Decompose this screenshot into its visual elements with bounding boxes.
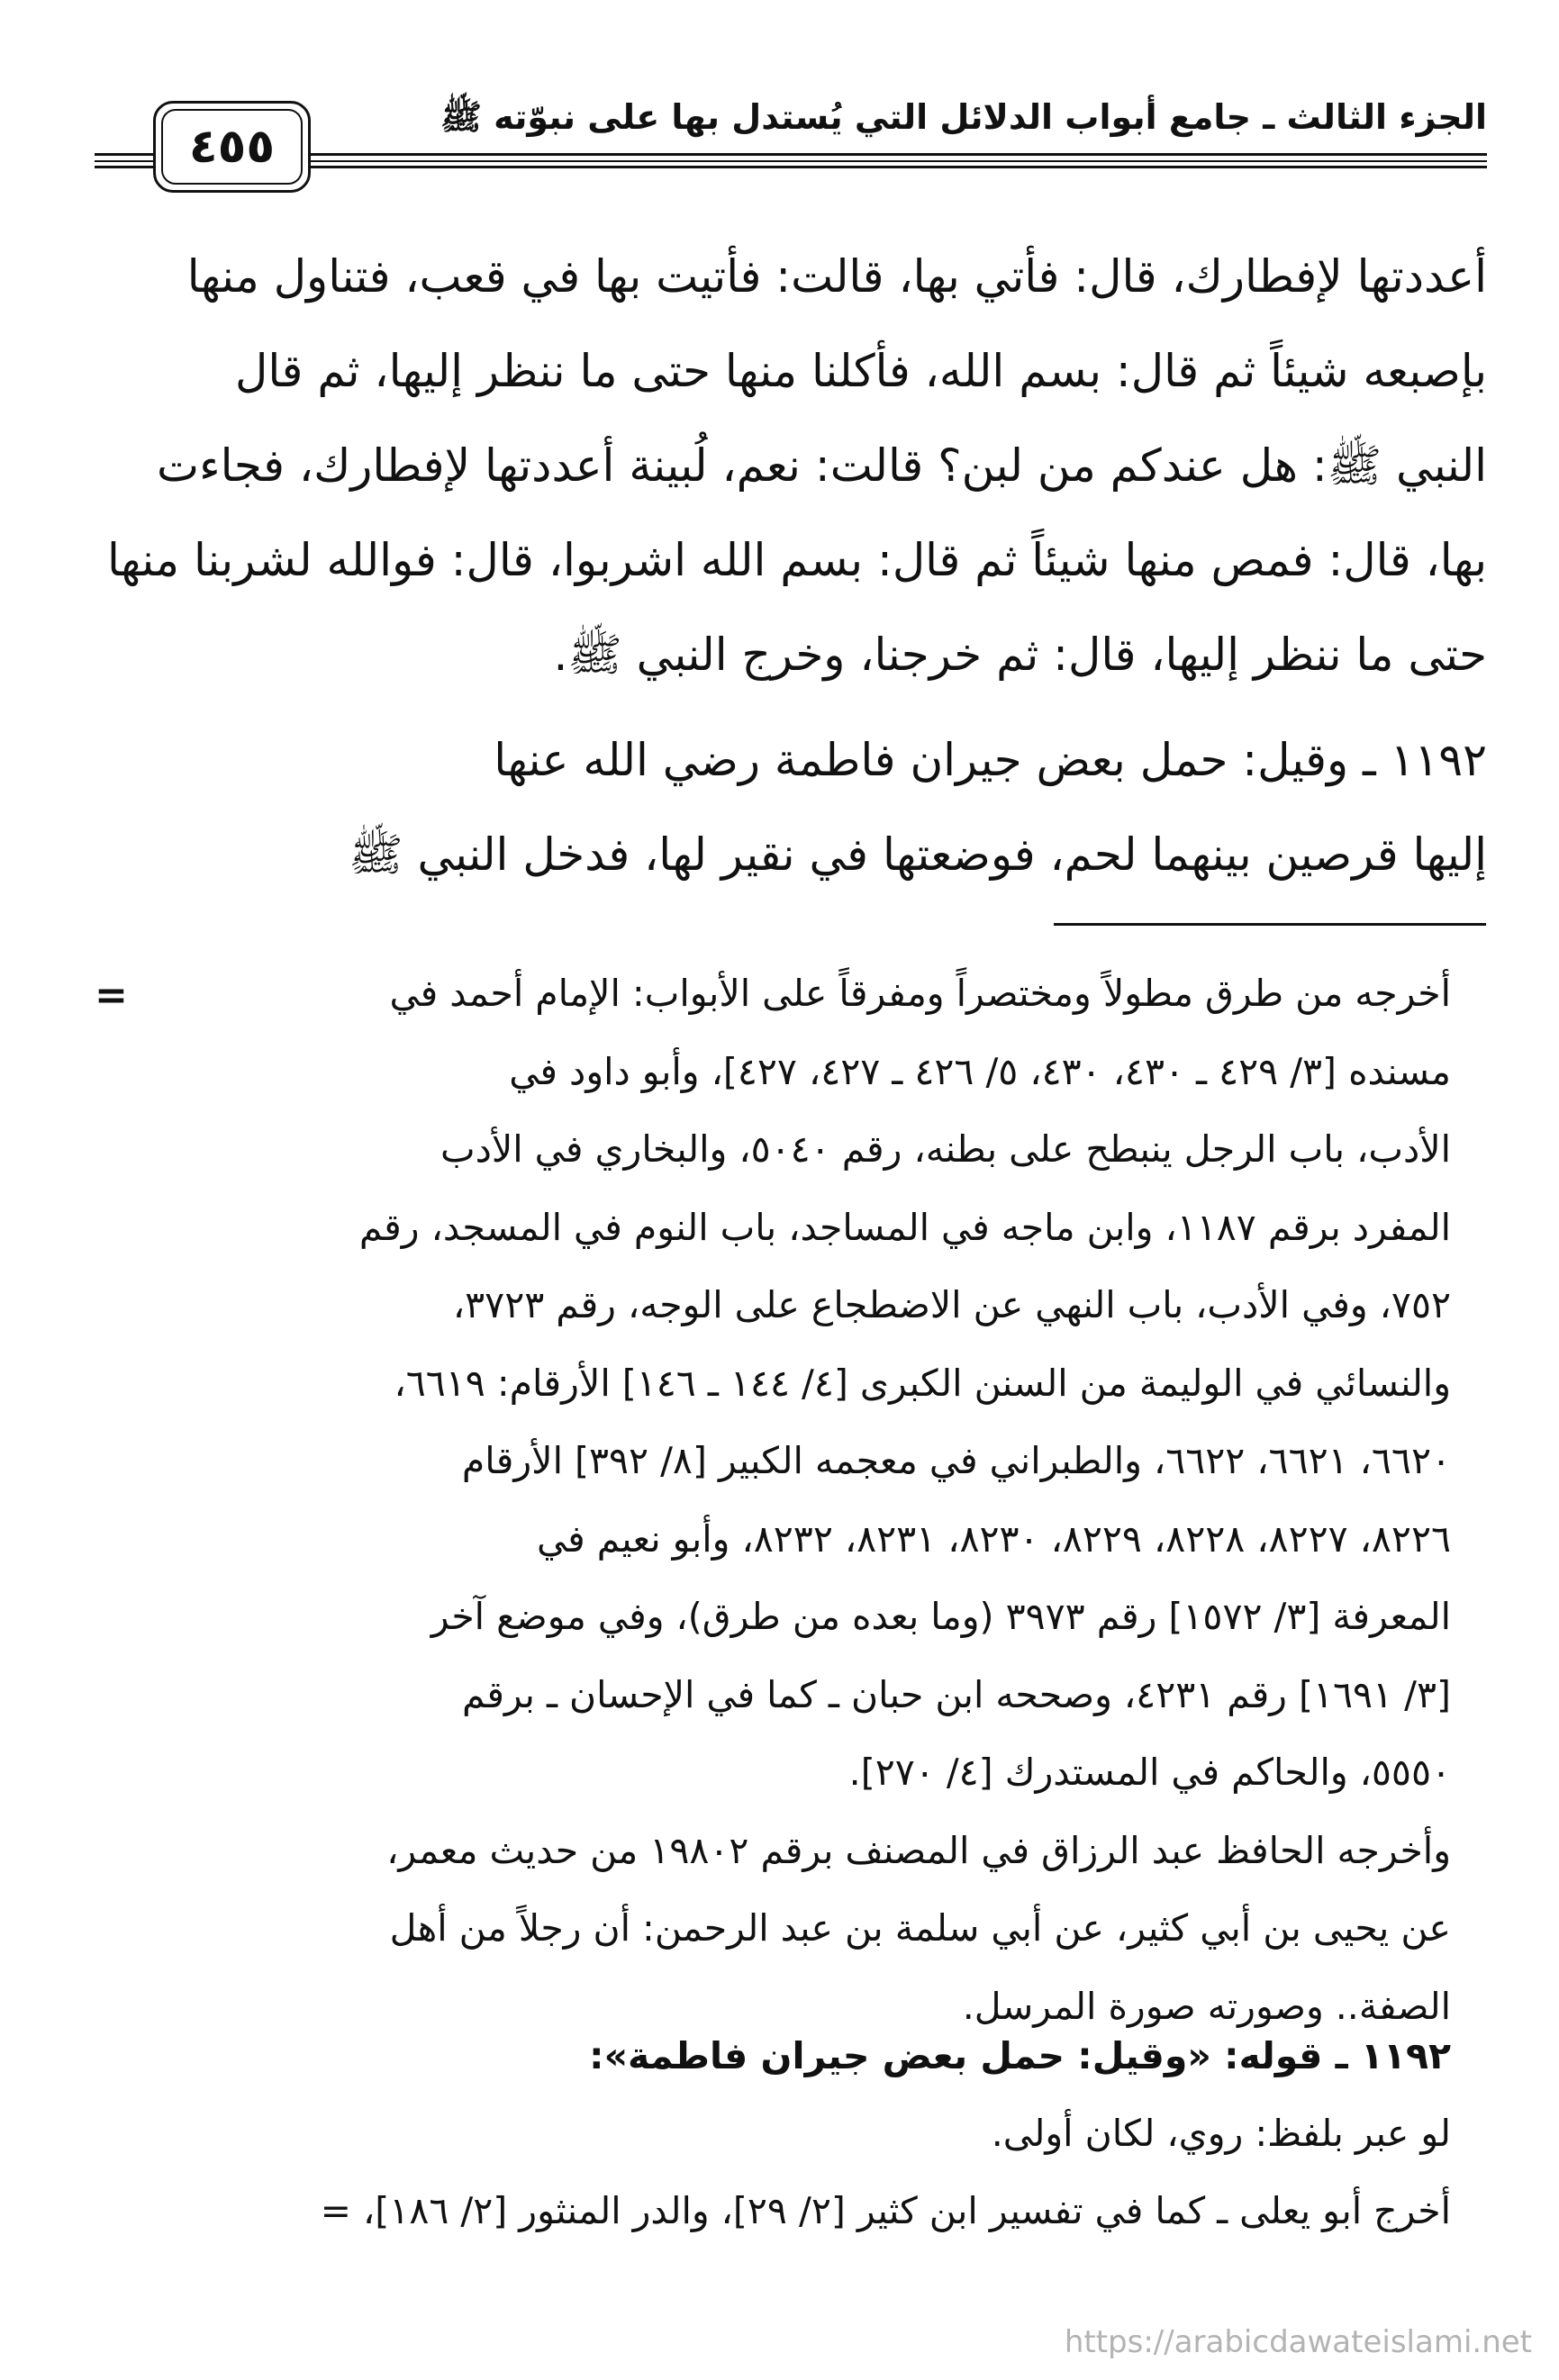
page-number-frame: [153, 101, 311, 193]
footnote-line: أخرجه من طرق مطولاً ومختصراً ومفرقاً على الأبواب: الإمام أحمد في: [389, 972, 1451, 1015]
footnote-line: عن يحيى بن أبي كثير، عن أبي سلمة بن عبد الرحمن: أن رجلاً من أهل: [389, 1906, 1451, 1950]
footnote-line: ٥٥٥٠، والحاكم في المستدرك [٤/ ٢٧٠].: [848, 1751, 1451, 1794]
footnote-line: والنسائي في الوليمة من السنن الكبرى [٤/ ١٤٤ ـ ١٤٦] الأرقام: ٦٦١٩،: [394, 1361, 1451, 1405]
footnote-line: المفرد برقم ١١٨٧، وابن ماجه في المساجد، باب النوم في المسجد، رقم: [358, 1205, 1451, 1249]
watermark-url: https://arabicdawateislami.net: [1064, 2324, 1532, 2360]
footnote-line: ٨٢٢٦، ٨٢٢٧، ٨٢٢٨، ٨٢٢٩، ٨٢٣٠، ٨٢٣١، ٨٢٣٢، وأبو نعيم في: [537, 1516, 1451, 1561]
commentary-line: أخرج أبو يعلى ـ كما في تفسير ابن كثير [٢/ ٢٩]، والدر المنثور [٢/ ١٨٦]، =: [320, 2189, 1451, 2232]
footnote-line: [٣/ ١٦٩١] رقم ٤٢٣١، وصححه ابن حبان ـ كما في الإحسان ـ برقم: [462, 1672, 1451, 1716]
footnote-line: ٧٥٢، وفي الأدب، باب النهي عن الاضطجاع على الوجه، رقم ٣٧٢٣،: [452, 1283, 1451, 1326]
main-line: بها، قال: فمص منها شيئاً ثم قال: بسم الله اشربوا، قال: فوالله لشربنا منها: [106, 534, 1487, 586]
main-line: أعددتها لإفطارك، قال: فأتي بها، قالت: فأتيت بها في قعب، فتناول منها: [186, 250, 1487, 303]
footnote-line: الصفة.. وصورته صورة المرسل.: [962, 1984, 1451, 2028]
commentary: [108, 2017, 1451, 2249]
page-number: ٤٥٥: [161, 109, 303, 185]
main-line: ١١٩٢ ـ وقيل: حمل بعض جيران فاطمة رضي الله عنها: [494, 734, 1487, 786]
commentary-heading: ١١٩٢ ـ قوله: «وقيل: حمل بعض جيران فاطمة»:: [589, 2034, 1451, 2077]
footnotes: [108, 955, 1451, 2045]
main-line: النبي ﷺ: هل عندكم من لبن؟ قالت: نعم، لُبينة أعددتها لإفطارك، فجاءت: [157, 439, 1487, 492]
footnote-line: وأخرجه الحافظ عبد الرزاق في المصنف برقم ١٩٨٠٢ من حديث معمر،: [386, 1828, 1451, 1872]
running-header: الجزء الثالث ـ جامع أبواب الدلائل التي يُستدل بها على نبوّته ﷺ: [440, 97, 1487, 137]
footnote-line: الأدب، باب الرجل ينبطح على بطنه، رقم ٥٠٤٠، والبخاري في الأدب: [440, 1127, 1451, 1171]
main-text: [108, 230, 1487, 902]
main-line: حتى ما ننظر إليها، قال: ثم خرجنا، وخرج النبي ﷺ.: [553, 629, 1487, 681]
footnote-line: ٦٦٢٠، ٦٦٢١، ٦٦٢٢، والطبراني في معجمه الكبير [٨/ ٣٩٢] الأرقام: [461, 1439, 1451, 1482]
main-line: إليها قرصين بينهما لحم، فوضعتها في نقير لها، فدخل النبي ﷺ: [349, 828, 1487, 881]
footnote-line: مسنده [٣/ ٤٢٩ ـ ٤٣٠، ٤٣٠، ٥/ ٤٢٦ ـ ٤٢٧، ٤٢٧]، وأبو داود في: [509, 1049, 1451, 1093]
footnote-separator: [1054, 923, 1486, 926]
main-line: بإصبعه شيئاً ثم قال: بسم الله، فأكلنا منها حتى ما ننظر إليها، ثم قال: [234, 345, 1487, 397]
footnote-continuation-marker: =: [95, 973, 128, 1018]
commentary-line: لو عبر بلفظ: روي، لكان أولى.: [991, 2112, 1451, 2155]
footnote-line: المعرفة [٣/ ١٥٧٢] رقم ٣٩٧٣ (وما بعده من طرق)، وفي موضع آخر: [431, 1595, 1451, 1638]
